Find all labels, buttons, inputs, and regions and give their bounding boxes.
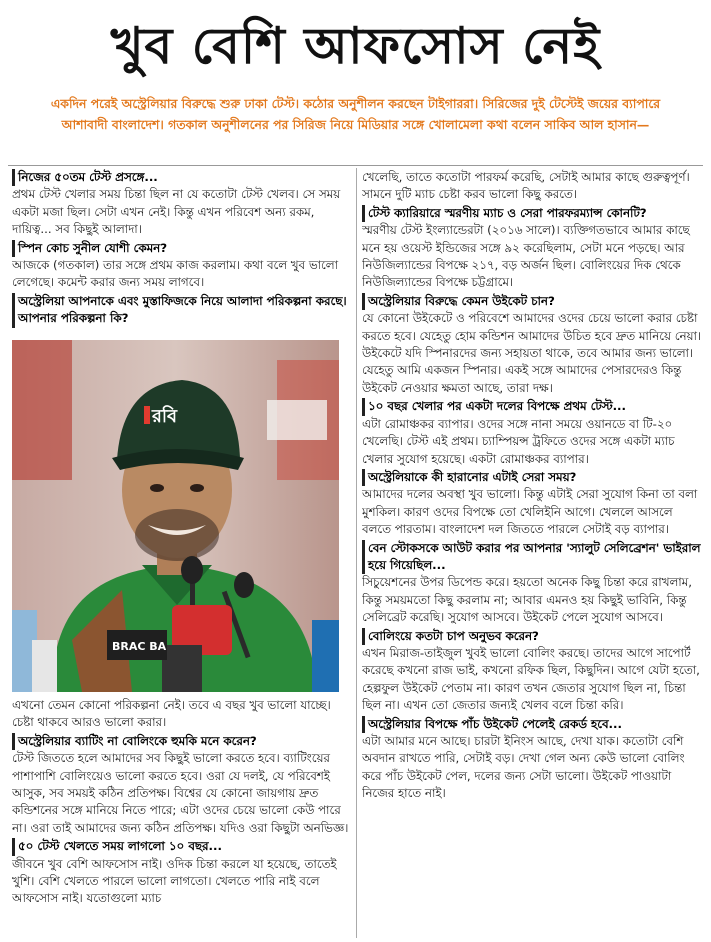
interview-question: ৫০ টেস্ট খেলতে সময় লাগলো ১০ বছর... xyxy=(12,838,350,855)
interview-question: ১০ বছর খেলার পর একটা দলের বিপক্ষে প্রথম টেস্ট... xyxy=(362,398,702,415)
interview-answer: যে কোনো উইকেটে ও পরিবেশে আমাদের ওদের চেয়ে ভালো করার চেষ্টা করতে হবে। যেহেতু হোম কন্ডিশন আমাদের উচিত হবে দ্রুত মানিয়ে নেয়া। উইকেটে যদি স্পিনারদের জন্য সহায়তা থাকে, তবে আমার জন্য ভালো। যেহেতু আমি একজন স্পিনার। একই সঙ্গে আমাদের পেসারদেরও কিন্তু উইকেট নেওয়ার ক্ষমতা আছে, তারা দক্ষ। xyxy=(362,311,702,395)
headline: খুব বেশি আফসোস নেই xyxy=(110,17,601,75)
interview-answer: এটা রোমাঞ্চকর ব্যাপার। ওদের সঙ্গে নানা সময়ে ওয়ানডে বা টি-২০ খেলেছি। টেস্ট এই প্রথম। চ্যাম্পিয়ন্স ট্রফিতে ওদের সঙ্গে একটা ম্যাচ খেলার সুযোগ হয়েছে। একটা রোমাঞ্চকর ব্যাপার। xyxy=(362,416,675,466)
interview-answer: আজকে (গতকাল) তার সঙ্গে প্রথম কাজ করলাম। কথা বলে খুব ভালো লেগেছে। কমেন্ট করার জন্য সময় লাগবে। xyxy=(12,258,339,290)
interview-question: টেস্ট ক্যারিয়ারে স্মরণীয় ম্যাচ ও সেরা পারফরম্যান্স কোনটি? xyxy=(362,205,702,222)
shakib-photo xyxy=(12,340,339,692)
interview-answer: আমাদের দলের অবস্থা খুব ভালো। কিন্তু এটাই সেরা সুযোগ কিনা তা বলা মুশকিল। কারণ ওদের বিপক্ষে তো খেলিইনি আগে। খেললে আসলে বলতে পারতাম। বাংলাদেশ দল জিততে পারলে সেটাই বড় ব্যাপার। xyxy=(362,487,698,537)
cap-text: রবি xyxy=(152,406,178,427)
right-column xyxy=(362,169,702,804)
interview-answer: প্রথম টেস্ট খেলার সময় চিন্তা ছিল না যে কতোটা টেস্ট খেলব। সে সময় একটা মজা ছিল। সেটা এখন নেই। কিন্তু এখন পরিবেশ অন্য রকম, দায়িত্ব... সব কিছুই আলাদা। xyxy=(12,187,341,237)
interview-answer: খেলেছি, তাতে কতোটা পারফর্ম করেছি, সেটাই আমার কাছে গুরুত্বপূর্ণ। সামনে দুটি ম্যাচ চেষ্টা করব ভালো কিছু করতে। xyxy=(362,170,690,202)
microphone-icon xyxy=(181,556,203,584)
divider xyxy=(8,165,703,166)
interview-question: অস্ট্রেলিয়ার বিপক্ষে পাঁচ উইকেট পেলেই রেকর্ড হবে... xyxy=(362,716,702,733)
interview-question: বোলিংয়ে কতটা চাপ অনুভব করেন? xyxy=(362,628,702,645)
interview-answer: জীবনে খুব বেশি আফসোস নাই। ওদিক চিন্তা করলে যা হয়েছে, তাতেই খুশি। বেশি খেলতে পারলে ভালো লাগতো। খেলতে পারি নাই বলে আফসোস নাই। যতোগুলো ম্যাচ xyxy=(12,856,337,906)
interview-answer: টেস্ট জিততে হলে আমাদের সব কিছুই ভালো করতে হবে। ব্যাটিংয়ের পাশাপাশি বোলিংয়েও ভালো করতে হবে। ওরা যে দলই, যে পরিবেশই আসুক, সব সময়ই কঠিন প্রতিপক্ষ। বিশ্বের যে কোনো জায়গায় দ্রুত কন্ডিশনের সঙ্গে মানিয়ে নিতে পারে; এটা ওদের চেয়ে ভালো কেউ পারে না। ওরা তাই আমাদের জন্য কঠিন প্রতিপক্ষ। যদিও ওরা কিছুটা অনভিজ্ঞ। xyxy=(12,751,349,835)
interview-answer: স্মরণীয় টেস্ট ইংল্যান্ডেরটা (২০১৬ সালে)। ব্যক্তিগতভাবে আমার কাছে মনে হয় ওয়েস্ট ইন্ডিজের সঙ্গে ৯২ করেছিলাম, সেটা মনে পড়ছে। আর নিউজিল্যান্ডের বিপক্ষে ২১৭, বড় অর্জন ছিল। বোলিংয়ের দিক থেকে নিউজিল্যান্ডের বিপক্ষে চট্টগ্রামে। xyxy=(362,223,690,290)
column-divider xyxy=(356,168,357,938)
left-column-top xyxy=(12,169,350,328)
interview-question: অস্ট্রেলিয়ার ব্যাটিং না বোলিংকে হুমকি মনে করেন? xyxy=(12,733,350,750)
interview-question: অস্ট্রেলিয়া আপনাকে এবং মুস্তাফিজকে নিয়ে আলাদা পরিকল্পনা করছে। আপনার পরিকল্পনা কি? xyxy=(12,293,350,328)
interview-question: নিজের ৫০তম টেস্ট প্রসঙ্গে... xyxy=(12,169,350,186)
left-column-bottom xyxy=(12,697,350,909)
interview-answer: এটা আমার মনে আছে। চারটা ইনিংস আছে, দেখা যাক। কতোটা বেশি অবদান রাখতে পারি, সেটাই বড়। দেখা গেল অন্য কেউ ভালো বোলিং করে পাঁচ উইকেট পেল, দলের জন্য সেটা ভালো। উইকেট পাওয়াটা নিজের হাতে নাই। xyxy=(362,734,685,801)
interview-answer: এখন মিরাজ-তাইজুল খুবই ভালো বোলিং করছে। তাদের আগে সাপোর্ট করেছে কখনো রাজ ভাই, কখনো রফিক ছিল, কিছুদিন। আগে যেটা হতো, হেল্পফুল উইকেট পেতাম না। কারণ তখন জেতার সুযোগ ছিল না, চিন্তা ছিল না। এখন তো জেতার জন্যই খেলব বলে চিন্তা করি। xyxy=(362,645,700,713)
interview-answer: এখনো তেমন কোনো পরিকল্পনা নেই। তবে এ বছর খুব ভালো যাচ্ছে। চেষ্টা থাকবে আরও ভালো করার। xyxy=(12,698,331,730)
intro-paragraph: একদিন পরেই অস্ট্রেলিয়ার বিরুদ্ধে শুরু ঢাকা টেস্ট। কঠোর অনুশীলন করছেন টাইগাররা। সিরিজের দুই টেস্টেই জয়ের ব্যাপারে আশাবাদী বাংলাদেশ। গতকাল অনুশীলনের পর সিরিজ নিয়ে মিডিয়ার সঙ্গে খোলামেলা কথা বলেন সাকিব আল হাসান— xyxy=(50,96,661,132)
interview-question: বেন স্টোকসকে আউট করার পর আপনার 'স্যালুট সেলিব্রেশন' ভাইরাল হয়ে গিয়েছিল... xyxy=(362,540,702,575)
interview-answer: সিচুয়েশনের উপর ডিপেন্ড করে। হয়তো অনেক কিছু চিন্তা করে রাখলাম, কিন্তু সময়মতো কিছু করলাম না; আবার এমনও হয় কিছুই ভাবিনি, কিন্তু সেলিব্রেট করেছি। সুযোগ আসবে। উইকেট পেলে সুযোগ আসবে। xyxy=(362,575,692,625)
interview-question: অস্ট্রেলিয়াকে কী হারানোর এটাই সেরা সময়? xyxy=(362,469,702,486)
interview-question: স্পিন কোচ সুনীল যোশী কেমন? xyxy=(12,240,350,257)
interview-question: অস্ট্রেলিয়ার বিরুদ্ধে কেমন উইকেট চান? xyxy=(362,293,702,310)
mic-brand: BRAC BA xyxy=(112,640,167,653)
